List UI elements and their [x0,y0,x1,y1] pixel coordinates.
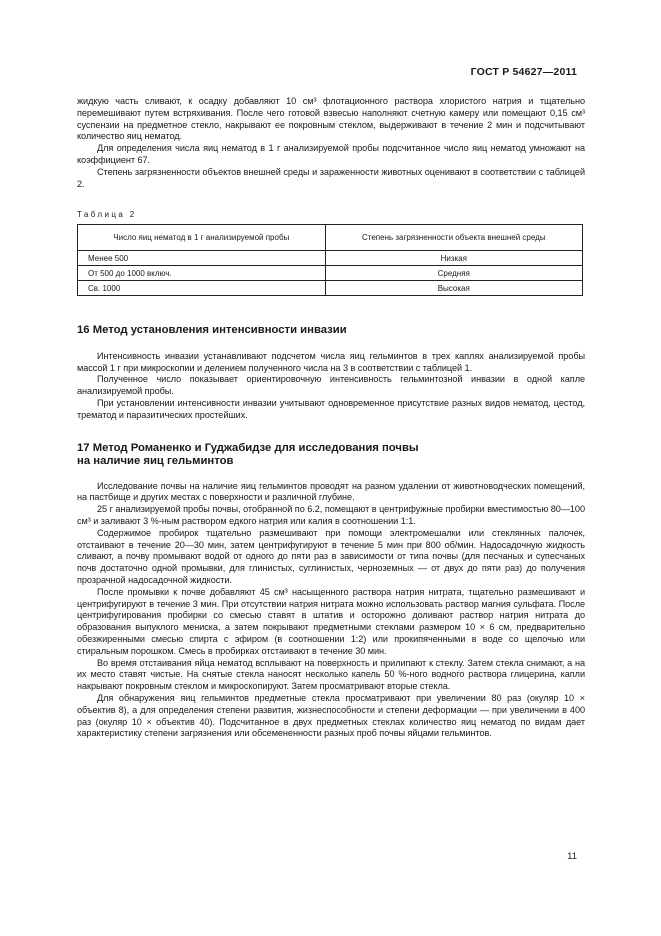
table-header-row [78,225,583,251]
page-number: 11 [567,851,577,862]
table-cell: Св. 1000 [78,281,326,296]
table-cell: Высокая [325,281,582,296]
section-16-paragraph: Интенсивность инвазии устанавливают подсчетом числа яиц гельминтов в трех каплях анализируемой пробы массой 1 г при микроскопии и делением полученного числа на 3 в соответствии с таблицей 1. [77,350,585,373]
table-caption: Таблица 2 [77,210,137,220]
section-17-paragraph: Содержимое пробирок тщательно размешивают при помощи электромешалки или стеклянных палочек, отстаивают в течение 20—30 мин, затем центрифугируют в течение 5 мин при 800 об/мин. Надосадочную жидкость сливают, а почву промывают водой от одного до пяти раз в зависимости от типа почвы (для песчаных и супесчаных почв достаточно одной промывки, для глинистых, суглинистых, черноземных — от двух до пяти раз) до получения прозрачной надосадочной жидкости. [77,527,585,586]
table-row [78,281,583,296]
table-cell: Низкая [325,251,582,266]
section-16-paragraph: Полученное число показывает ориентировочную интенсивность гельминтозной инвазии в одной капле анализируемой пробы. [77,374,585,397]
table-cell: От 500 до 1000 включ. [78,266,326,281]
section-17-paragraph: Во время отстаивания яйца нематод всплывают на поверхность и прилипают к стеклу. Затем стекла снимают, а на их место ставят чистые. На снятые стекла наносят несколько капель 50 %-ного водного раствора глицерина, капли накрывают покровным стеклом и микроскопируют. Затем просматривают вторые стекла. [77,657,585,692]
section-17-paragraph: 25 г анализируемой пробы почвы, отобранной по 6.2, помещают в центрифужные пробирки вместимостью 80—100 см³ и заливают 3 %-ным раствором едкого натрия или калия в соотношении 1:1. [77,504,585,527]
section-17-heading-line: на наличие яиц гельминтов [77,455,234,468]
intro-paragraph: жидкую часть сливают, к осадку добавляют 10 см³ флотационного раствора хлористого натрия и тщательно перемешивают путем встряхивания. После чего готовой взвесью наполняют счетную камеру или помещают 0,15 см³ суспензии на предметное стекло, накрывают ее покровным стеклом, выдерживают в течение 2 мин и подсчитывают количество яиц нематод. [77,96,585,142]
table-cell: Средняя [325,266,582,281]
table-row [78,251,583,266]
table-cell: Менее 500 [78,251,326,266]
intro-paragraph: Степень загрязненности объектов внешней среды и зараженности животных оценивают в соответствии с таблицей 2. [77,166,585,189]
section-17-heading [77,442,585,469]
section-17-heading-line: 17 Метод Романенко и Гуджабидзе для исследования почвы [77,441,419,454]
table-2 [77,224,583,296]
table-header-cell: Число яиц нематод в 1 г анализируемой пробы [78,225,326,251]
section-17-paragraph: Для обнаружения яиц гельминтов предметные стекла просматривают при увеличении 80 раз (окуляр 10 × объектив 8), а для определения степени развития, жизнеспособности и степени деформации — при увеличении в 400 раз (окуляр 10 × объектив 40). Подсчитанное в двух предметных стеклах количество яиц нематод по видам дает характеристику степени загрязнения или обсемененности разных проб почвы яйцами гельминтов. [77,693,585,739]
document-header: ГОСТ Р 54627—2011 [470,66,577,78]
page-body [77,96,585,740]
intro-paragraph: Для определения числа яиц нематод в 1 г анализируемой пробы подсчитанное число яиц нематод умножают на коэффициент 67. [77,143,585,165]
table-header-cell: Степень загрязненности объекта внешней среды [325,225,582,251]
section-17-paragraph: После промывки к почве добавляют 45 см³ насыщенного раствора натрия нитрата, тщательно размешивают и центрифугируют в течение 3 мин. При отсутствии натрия нитрата можно использовать раствор магния сульфата. После центрифугирования пробирки со смесью ставят в штатив и осторожно доливают раствор натрия нитрата до образования выпуклого мениска, а затем покрывают предметными стеклами размером 10 × 6 см, предварительно обезжиренными смесью спирта с эфиром (в соотношении 1:2) или прокипяченными в воде со щелочью или стиральным порошком. Смесь в пробирках отстаивают в течение 30 мин. [77,586,585,656]
section-16-heading: 16 Метод установления интенсивности инвазии [77,324,347,337]
section-17-paragraph: Исследование почвы на наличие яиц гельминтов проводят на разном удалении от животноводческих помещений, на пастбище и других местах с поверхности и различной глубине. [77,480,585,503]
section-16-paragraph: При установлении интенсивности инвазии учитывают одновременное присутствие разных видов нематод, цестод, трематод и паразитических простейших. [77,398,585,420]
table-row [78,266,583,281]
